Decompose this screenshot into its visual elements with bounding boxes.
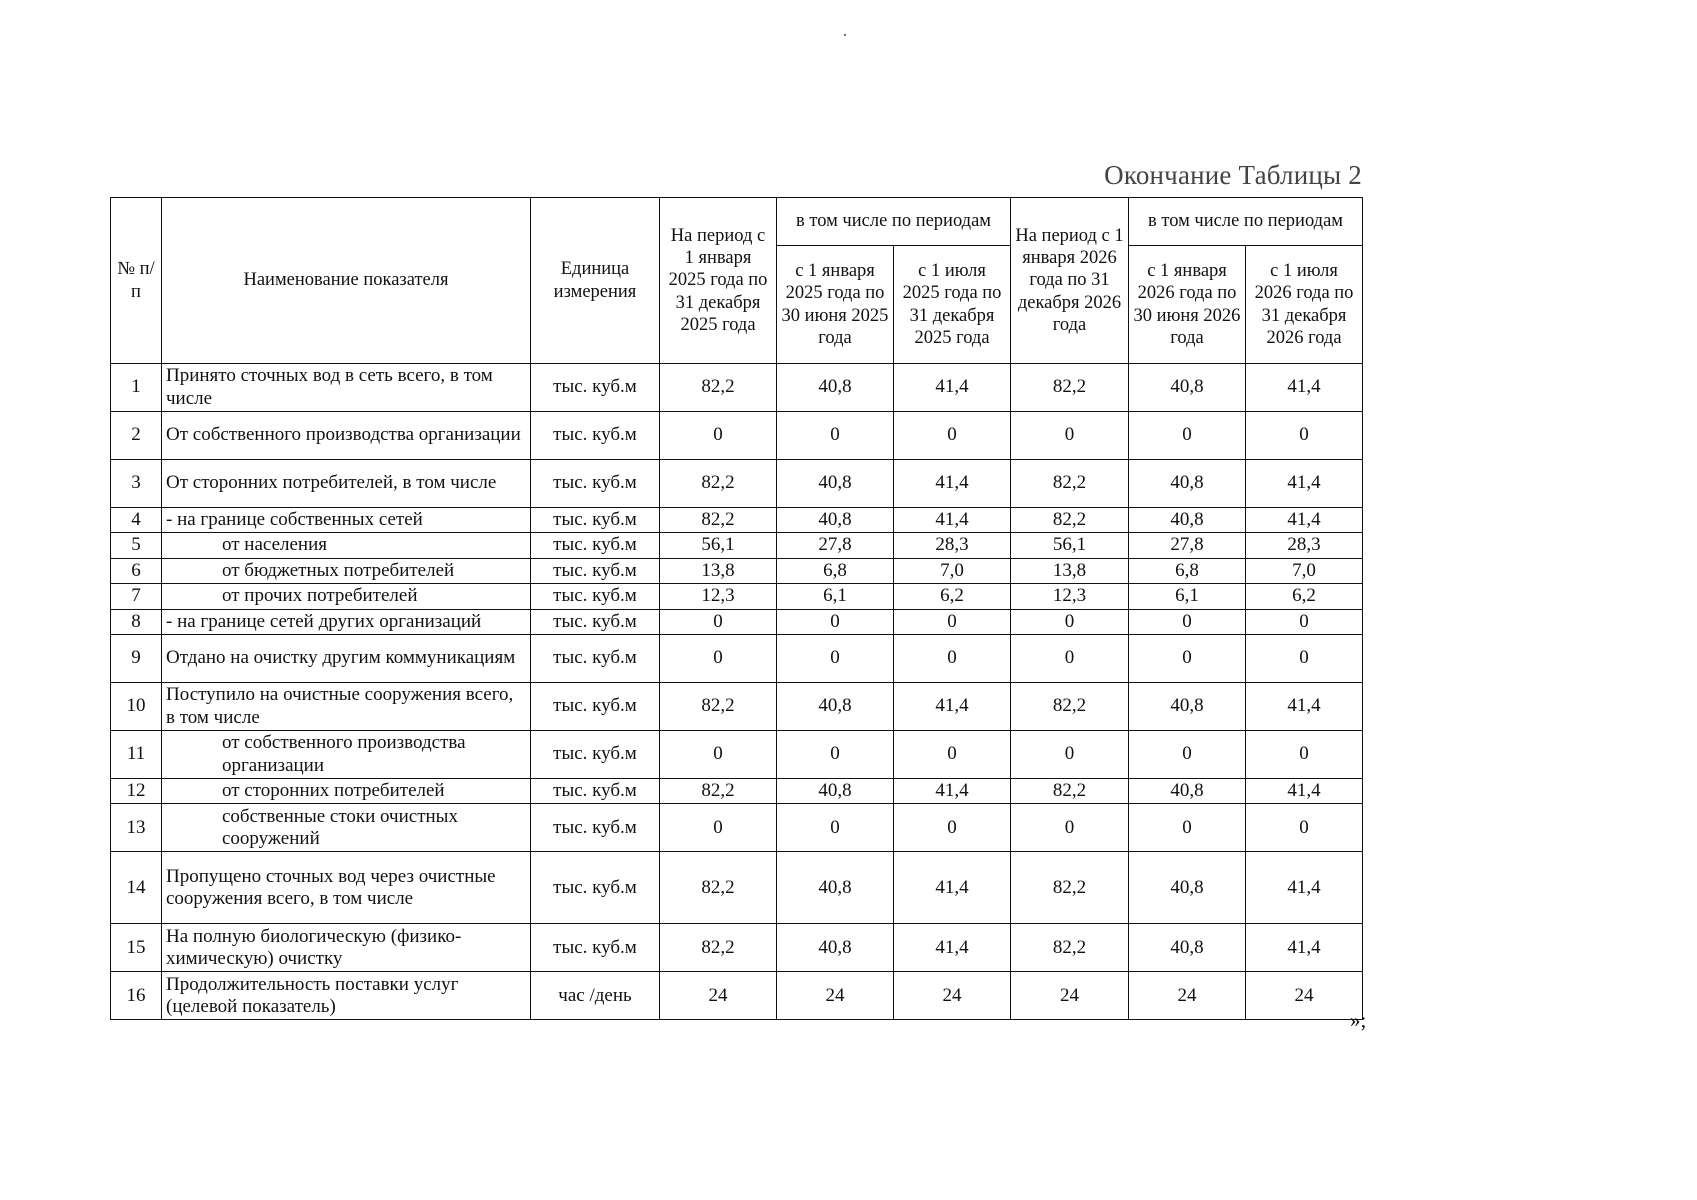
value-2025-total: 12,3 <box>660 584 777 609</box>
scan-speck <box>844 34 846 36</box>
row-number: 4 <box>111 508 162 533</box>
table-row <box>111 412 1363 460</box>
value-2025-total: 0 <box>660 412 777 460</box>
table-row <box>111 804 1363 852</box>
unit-cell: тыс. куб.м <box>531 533 660 558</box>
table-row <box>111 584 1363 609</box>
indicator-name: От сторонних потребителей, в том числе <box>162 460 531 508</box>
indicator-name: - на границе собственных сетей <box>162 508 531 533</box>
indicator-name: от бюджетных потребителей <box>162 558 531 583</box>
value-2025-h2: 0 <box>894 731 1011 779</box>
value-2025-h1: 24 <box>777 972 894 1020</box>
value-2025-h1: 40,8 <box>777 924 894 972</box>
table-header <box>111 198 1363 364</box>
value-2025-h2: 6,2 <box>894 584 1011 609</box>
table-body <box>111 364 1363 1020</box>
value-2026-total: 0 <box>1011 609 1129 634</box>
value-2025-h2: 28,3 <box>894 533 1011 558</box>
value-2026-total: 13,8 <box>1011 558 1129 583</box>
value-2025-h2: 41,4 <box>894 683 1011 731</box>
value-2026-h2: 0 <box>1246 412 1363 460</box>
value-2025-h1: 40,8 <box>777 508 894 533</box>
value-2026-h2: 41,4 <box>1246 683 1363 731</box>
unit-cell: тыс. куб.м <box>531 460 660 508</box>
table-row <box>111 924 1363 972</box>
value-2026-h2: 0 <box>1246 804 1363 852</box>
unit-cell: тыс. куб.м <box>531 779 660 804</box>
value-2025-total: 0 <box>660 731 777 779</box>
header-period-2026: На период с 1 января 2026 года по 31 декабря 2026 года <box>1011 198 1129 364</box>
indicator-name: от населения <box>162 533 531 558</box>
row-number: 11 <box>111 731 162 779</box>
value-2025-total: 82,2 <box>660 508 777 533</box>
value-2026-total: 82,2 <box>1011 508 1129 533</box>
value-2025-h2: 7,0 <box>894 558 1011 583</box>
table-row <box>111 731 1363 779</box>
value-2025-h1: 6,1 <box>777 584 894 609</box>
unit-cell: тыс. куб.м <box>531 852 660 924</box>
closing-quote-mark: »; <box>1350 1008 1367 1032</box>
value-2025-h2: 41,4 <box>894 852 1011 924</box>
value-2025-total: 82,2 <box>660 924 777 972</box>
table-row <box>111 364 1363 412</box>
value-2026-h2: 41,4 <box>1246 924 1363 972</box>
row-number: 10 <box>111 683 162 731</box>
table-row <box>111 508 1363 533</box>
header-period-2025: На период с 1 января 2025 года по 31 декабря 2025 года <box>660 198 777 364</box>
value-2026-h1: 40,8 <box>1129 683 1246 731</box>
value-2026-h1: 0 <box>1129 609 1246 634</box>
indicator-name: Продолжительность поставки услуг (целевой показатель) <box>162 972 531 1020</box>
value-2026-total: 82,2 <box>1011 779 1129 804</box>
value-2026-h2: 41,4 <box>1246 852 1363 924</box>
row-number: 2 <box>111 412 162 460</box>
value-2025-h2: 41,4 <box>894 779 1011 804</box>
unit-cell: тыс. куб.м <box>531 804 660 852</box>
value-2026-h2: 28,3 <box>1246 533 1363 558</box>
value-2026-h2: 0 <box>1246 609 1363 634</box>
value-2025-h2: 0 <box>894 804 1011 852</box>
value-2026-total: 82,2 <box>1011 364 1129 412</box>
value-2026-total: 56,1 <box>1011 533 1129 558</box>
value-2026-total: 82,2 <box>1011 683 1129 731</box>
value-2025-total: 82,2 <box>660 852 777 924</box>
value-2026-h2: 6,2 <box>1246 584 1363 609</box>
value-2026-total: 0 <box>1011 804 1129 852</box>
value-2026-total: 24 <box>1011 972 1129 1020</box>
value-2026-total: 0 <box>1011 731 1129 779</box>
unit-cell: тыс. куб.м <box>531 924 660 972</box>
value-2025-h1: 40,8 <box>777 460 894 508</box>
value-2025-h1: 0 <box>777 609 894 634</box>
row-number: 12 <box>111 779 162 804</box>
value-2026-total: 0 <box>1011 412 1129 460</box>
value-2025-total: 82,2 <box>660 460 777 508</box>
value-2026-h1: 40,8 <box>1129 779 1246 804</box>
value-2026-h2: 41,4 <box>1246 779 1363 804</box>
value-2026-h1: 24 <box>1129 972 1246 1020</box>
table-row <box>111 852 1363 924</box>
value-2025-total: 82,2 <box>660 779 777 804</box>
table-row <box>111 533 1363 558</box>
table-row <box>111 683 1363 731</box>
value-2026-h1: 6,8 <box>1129 558 1246 583</box>
value-2025-h2: 0 <box>894 609 1011 634</box>
table-row <box>111 609 1363 634</box>
value-2025-total: 0 <box>660 609 777 634</box>
value-2025-h2: 41,4 <box>894 460 1011 508</box>
unit-cell: тыс. куб.м <box>531 364 660 412</box>
unit-cell: тыс. куб.м <box>531 508 660 533</box>
value-2026-h2: 41,4 <box>1246 460 1363 508</box>
row-number: 9 <box>111 635 162 683</box>
value-2025-h1: 6,8 <box>777 558 894 583</box>
indicator-name: Отдано на очистку другим коммуникациям <box>162 635 531 683</box>
unit-cell: тыс. куб.м <box>531 609 660 634</box>
row-number: 5 <box>111 533 162 558</box>
indicator-name: собственные стоки очистных сооружений <box>162 804 531 852</box>
value-2025-total: 0 <box>660 635 777 683</box>
value-2026-h1: 40,8 <box>1129 852 1246 924</box>
value-2025-total: 13,8 <box>660 558 777 583</box>
header-unit: Единица измерения <box>531 198 660 364</box>
value-2026-h1: 40,8 <box>1129 508 1246 533</box>
indicators-table <box>110 197 1363 1020</box>
row-number: 16 <box>111 972 162 1020</box>
table-row <box>111 460 1363 508</box>
value-2026-h2: 0 <box>1246 635 1363 683</box>
value-2025-h1: 40,8 <box>777 683 894 731</box>
indicator-name: - на границе сетей других организаций <box>162 609 531 634</box>
indicator-name: На полную биологическую (физико-химическую) очистку <box>162 924 531 972</box>
value-2025-h1: 0 <box>777 412 894 460</box>
unit-cell: тыс. куб.м <box>531 683 660 731</box>
value-2026-total: 0 <box>1011 635 1129 683</box>
value-2025-total: 0 <box>660 804 777 852</box>
indicator-name: Принято сточных вод в сеть всего, в том числе <box>162 364 531 412</box>
unit-cell: тыс. куб.м <box>531 635 660 683</box>
value-2025-h1: 27,8 <box>777 533 894 558</box>
value-2026-h1: 40,8 <box>1129 924 1246 972</box>
row-number: 15 <box>111 924 162 972</box>
row-number: 14 <box>111 852 162 924</box>
table-caption: Окончание Таблицы 2 <box>1104 160 1362 190</box>
value-2025-h2: 0 <box>894 412 1011 460</box>
indicator-name: Пропущено сточных вод через очистные сооружения всего, в том числе <box>162 852 531 924</box>
value-2026-total: 82,2 <box>1011 460 1129 508</box>
header-h1-2026: с 1 января 2026 года по 30 июня 2026 года <box>1129 246 1246 364</box>
header-subperiods-2026: в том числе по периодам <box>1129 198 1363 246</box>
value-2025-h2: 41,4 <box>894 924 1011 972</box>
unit-cell: тыс. куб.м <box>531 584 660 609</box>
row-number: 7 <box>111 584 162 609</box>
value-2026-h2: 24 <box>1246 972 1363 1020</box>
value-2025-h1: 40,8 <box>777 852 894 924</box>
row-number: 1 <box>111 364 162 412</box>
row-number: 6 <box>111 558 162 583</box>
value-2026-h1: 0 <box>1129 412 1246 460</box>
value-2026-h1: 0 <box>1129 635 1246 683</box>
indicator-name: от прочих потребителей <box>162 584 531 609</box>
value-2026-h2: 0 <box>1246 731 1363 779</box>
table-row <box>111 558 1363 583</box>
row-number: 8 <box>111 609 162 634</box>
value-2026-h2: 7,0 <box>1246 558 1363 583</box>
value-2026-total: 82,2 <box>1011 852 1129 924</box>
indicator-name: От собственного производства организации <box>162 412 531 460</box>
value-2026-h1: 0 <box>1129 804 1246 852</box>
value-2025-h1: 0 <box>777 635 894 683</box>
header-num: № п/п <box>111 198 162 364</box>
value-2026-total: 82,2 <box>1011 924 1129 972</box>
unit-cell: час /день <box>531 972 660 1020</box>
header-h2-2026: с 1 июля 2026 года по 31 декабря 2026 года <box>1246 246 1363 364</box>
indicator-name: Поступило на очистные сооружения всего, в том числе <box>162 683 531 731</box>
unit-cell: тыс. куб.м <box>531 412 660 460</box>
header-name: Наименование показателя <box>162 198 531 364</box>
value-2025-total: 56,1 <box>660 533 777 558</box>
value-2025-total: 82,2 <box>660 364 777 412</box>
value-2026-total: 12,3 <box>1011 584 1129 609</box>
table-row <box>111 972 1363 1020</box>
table-row <box>111 635 1363 683</box>
value-2025-total: 82,2 <box>660 683 777 731</box>
indicator-name: от собственного производства организации <box>162 731 531 779</box>
header-subperiods-2025: в том числе по периодам <box>777 198 1011 246</box>
table-row <box>111 779 1363 804</box>
value-2026-h1: 40,8 <box>1129 460 1246 508</box>
value-2025-total: 24 <box>660 972 777 1020</box>
value-2025-h2: 41,4 <box>894 508 1011 533</box>
value-2025-h2: 0 <box>894 635 1011 683</box>
value-2026-h1: 0 <box>1129 731 1246 779</box>
header-h2-2025: с 1 июля 2025 года по 31 декабря 2025 года <box>894 246 1011 364</box>
value-2026-h2: 41,4 <box>1246 508 1363 533</box>
header-h1-2025: с 1 января 2025 года по 30 июня 2025 года <box>777 246 894 364</box>
row-number: 3 <box>111 460 162 508</box>
value-2026-h1: 40,8 <box>1129 364 1246 412</box>
value-2025-h1: 40,8 <box>777 364 894 412</box>
value-2025-h2: 24 <box>894 972 1011 1020</box>
value-2026-h2: 41,4 <box>1246 364 1363 412</box>
unit-cell: тыс. куб.м <box>531 558 660 583</box>
value-2026-h1: 6,1 <box>1129 584 1246 609</box>
value-2026-h1: 27,8 <box>1129 533 1246 558</box>
value-2025-h1: 0 <box>777 804 894 852</box>
indicator-name: от сторонних потребителей <box>162 779 531 804</box>
value-2025-h1: 40,8 <box>777 779 894 804</box>
unit-cell: тыс. куб.м <box>531 731 660 779</box>
value-2025-h2: 41,4 <box>894 364 1011 412</box>
value-2025-h1: 0 <box>777 731 894 779</box>
row-number: 13 <box>111 804 162 852</box>
